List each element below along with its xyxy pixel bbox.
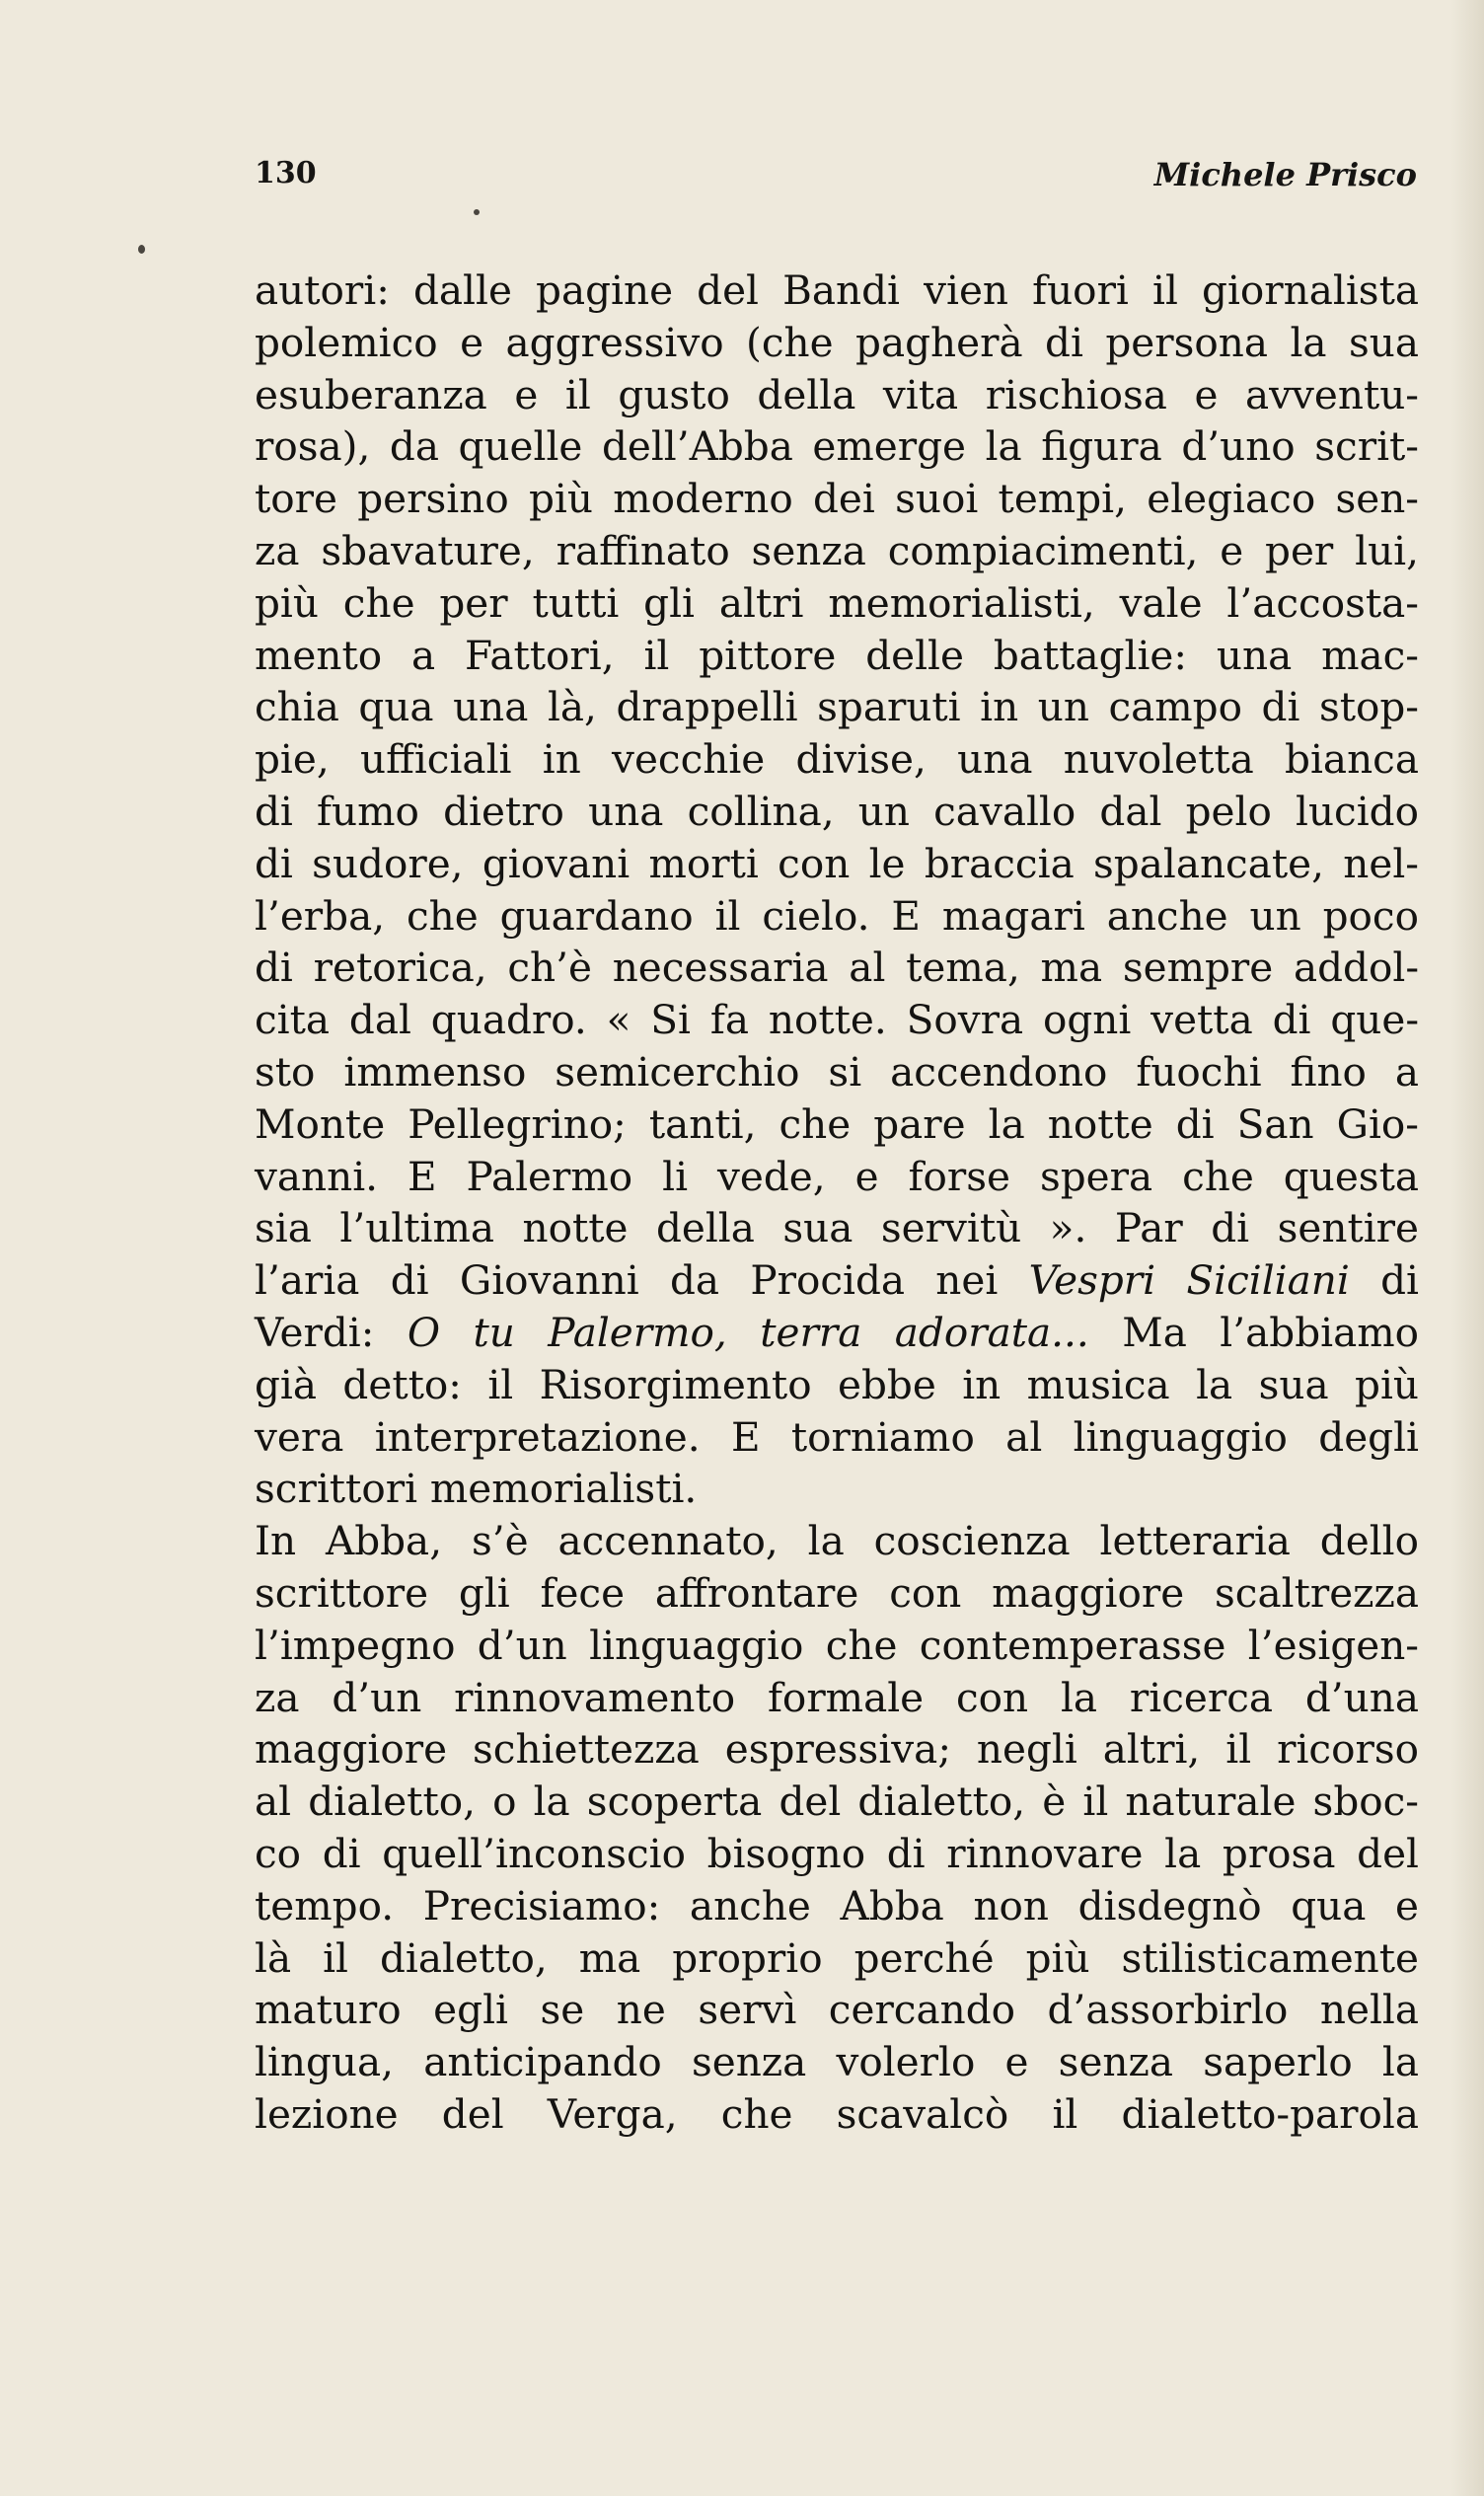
text-line: co di quell’inconscio bisogno di rinnovare la prosa del xyxy=(255,1829,1419,1877)
text-line: esuberanza e il gusto della vita rischiosa e avventu- xyxy=(255,370,1419,418)
text-line: rosa), da quelle dell’Abba emerge la figura d’uno scrit- xyxy=(255,422,1419,471)
text-line: za sbavature, raffinato senza compiacimenti, e per lui, xyxy=(255,526,1419,574)
text-line: l’erba, che guardano il cielo. E magari anche un poco xyxy=(255,891,1419,940)
print-speck xyxy=(138,245,145,254)
text-line: l’impegno d’un linguaggio che contemperasse l’esigen- xyxy=(255,1621,1419,1669)
body-text xyxy=(255,265,1419,2141)
text-line: polemico e aggressivo (che pagherà di persona la sua xyxy=(255,318,1419,366)
page-edge-shadow xyxy=(1450,0,1484,2496)
text-line: za d’un rinnovamento formale con la ricerca d’una xyxy=(255,1673,1419,1721)
text-line: già detto: il Risorgimento ebbe in musica la sua più xyxy=(255,1360,1419,1408)
text-line: di sudore, giovani morti con le braccia spalancate, nel- xyxy=(255,839,1419,887)
text-line: di fumo dietro una collina, un cavallo dal pelo lucido xyxy=(255,787,1419,835)
text-line: scrittori memorialisti. xyxy=(255,1465,698,1513)
text-line: mento a Fattori, il pittore delle battaglie: una mac- xyxy=(255,631,1419,679)
text-line: In Abba, s’è accennato, la coscienza letteraria dello xyxy=(255,1517,1419,1565)
text-line: lingua, anticipando senza volerlo e senza saperlo la xyxy=(255,2038,1419,2086)
text-segment: di xyxy=(1349,1256,1419,1305)
text-segment: Verdi: xyxy=(255,1308,408,1356)
text-line: maggiore schiettezza espressiva; negli altri, il ricorso xyxy=(255,1725,1419,1774)
text-line: scrittore gli fece affrontare con maggiore scaltrezza xyxy=(255,1568,1419,1617)
text-line: più che per tutti gli altri memorialisti, vale l’accosta- xyxy=(255,578,1419,627)
text-line: tempo. Precisiamo: anche Abba non disdegnò qua e xyxy=(255,1881,1419,1929)
text-line: sto immenso semicerchio si accendono fuochi fino a xyxy=(255,1047,1419,1096)
text-line: autori: dalle pagine del Bandi vien fuori il giornalista xyxy=(255,266,1419,314)
text-line: vanni. E Palermo li vede, e forse spera che questa xyxy=(255,1152,1419,1200)
text-line: tore persino più moderno dei suoi tempi, elegiaco sen- xyxy=(255,475,1419,523)
text-line: cita dal quadro. « Si fa notte. Sovra ogni vetta di que- xyxy=(255,996,1419,1044)
text-segment: Ma l’abbiamo xyxy=(1088,1308,1420,1356)
text-line: al dialetto, o la scoperta del dialetto, è il naturale sboc- xyxy=(255,1777,1419,1826)
text-line: pie, ufficiali in vecchie divise, una nuvoletta bianca xyxy=(255,735,1419,784)
print-speck xyxy=(474,209,480,215)
text-line: là il dialetto, ma proprio perché più stilisticamente xyxy=(255,1933,1419,1982)
italic-title: Vespri Siciliani xyxy=(1028,1256,1350,1305)
text-line xyxy=(255,1307,1419,1359)
running-header xyxy=(255,156,1417,205)
text-segment: l’aria di Giovanni da Procida nei xyxy=(255,1256,1029,1305)
text-line: sia l’ultima notte della sua servitù ». Par di sentire xyxy=(255,1204,1419,1252)
text-line xyxy=(255,1254,1419,1307)
italic-title: O tu Palermo, terra adorata... xyxy=(407,1308,1089,1356)
text-line: vera interpretazione. E torniamo al linguaggio degli xyxy=(255,1412,1419,1461)
author-name: Michele Prisco xyxy=(1153,156,1417,193)
text-line: lezione del Verga, che scavalcò il dialetto-parola xyxy=(255,2089,1419,2138)
text-line: chia qua una là, drappelli sparuti in un campo di stop- xyxy=(255,683,1419,731)
text-line: Monte Pellegrino; tanti, che pare la notte di San Gio- xyxy=(255,1099,1419,1148)
text-line: di retorica, ch’è necessaria al tema, ma sempre addol- xyxy=(255,944,1419,992)
page-number: 130 xyxy=(255,156,317,190)
text-line: maturo egli se ne servì cercando d’assorbirlo nella xyxy=(255,1986,1419,2034)
